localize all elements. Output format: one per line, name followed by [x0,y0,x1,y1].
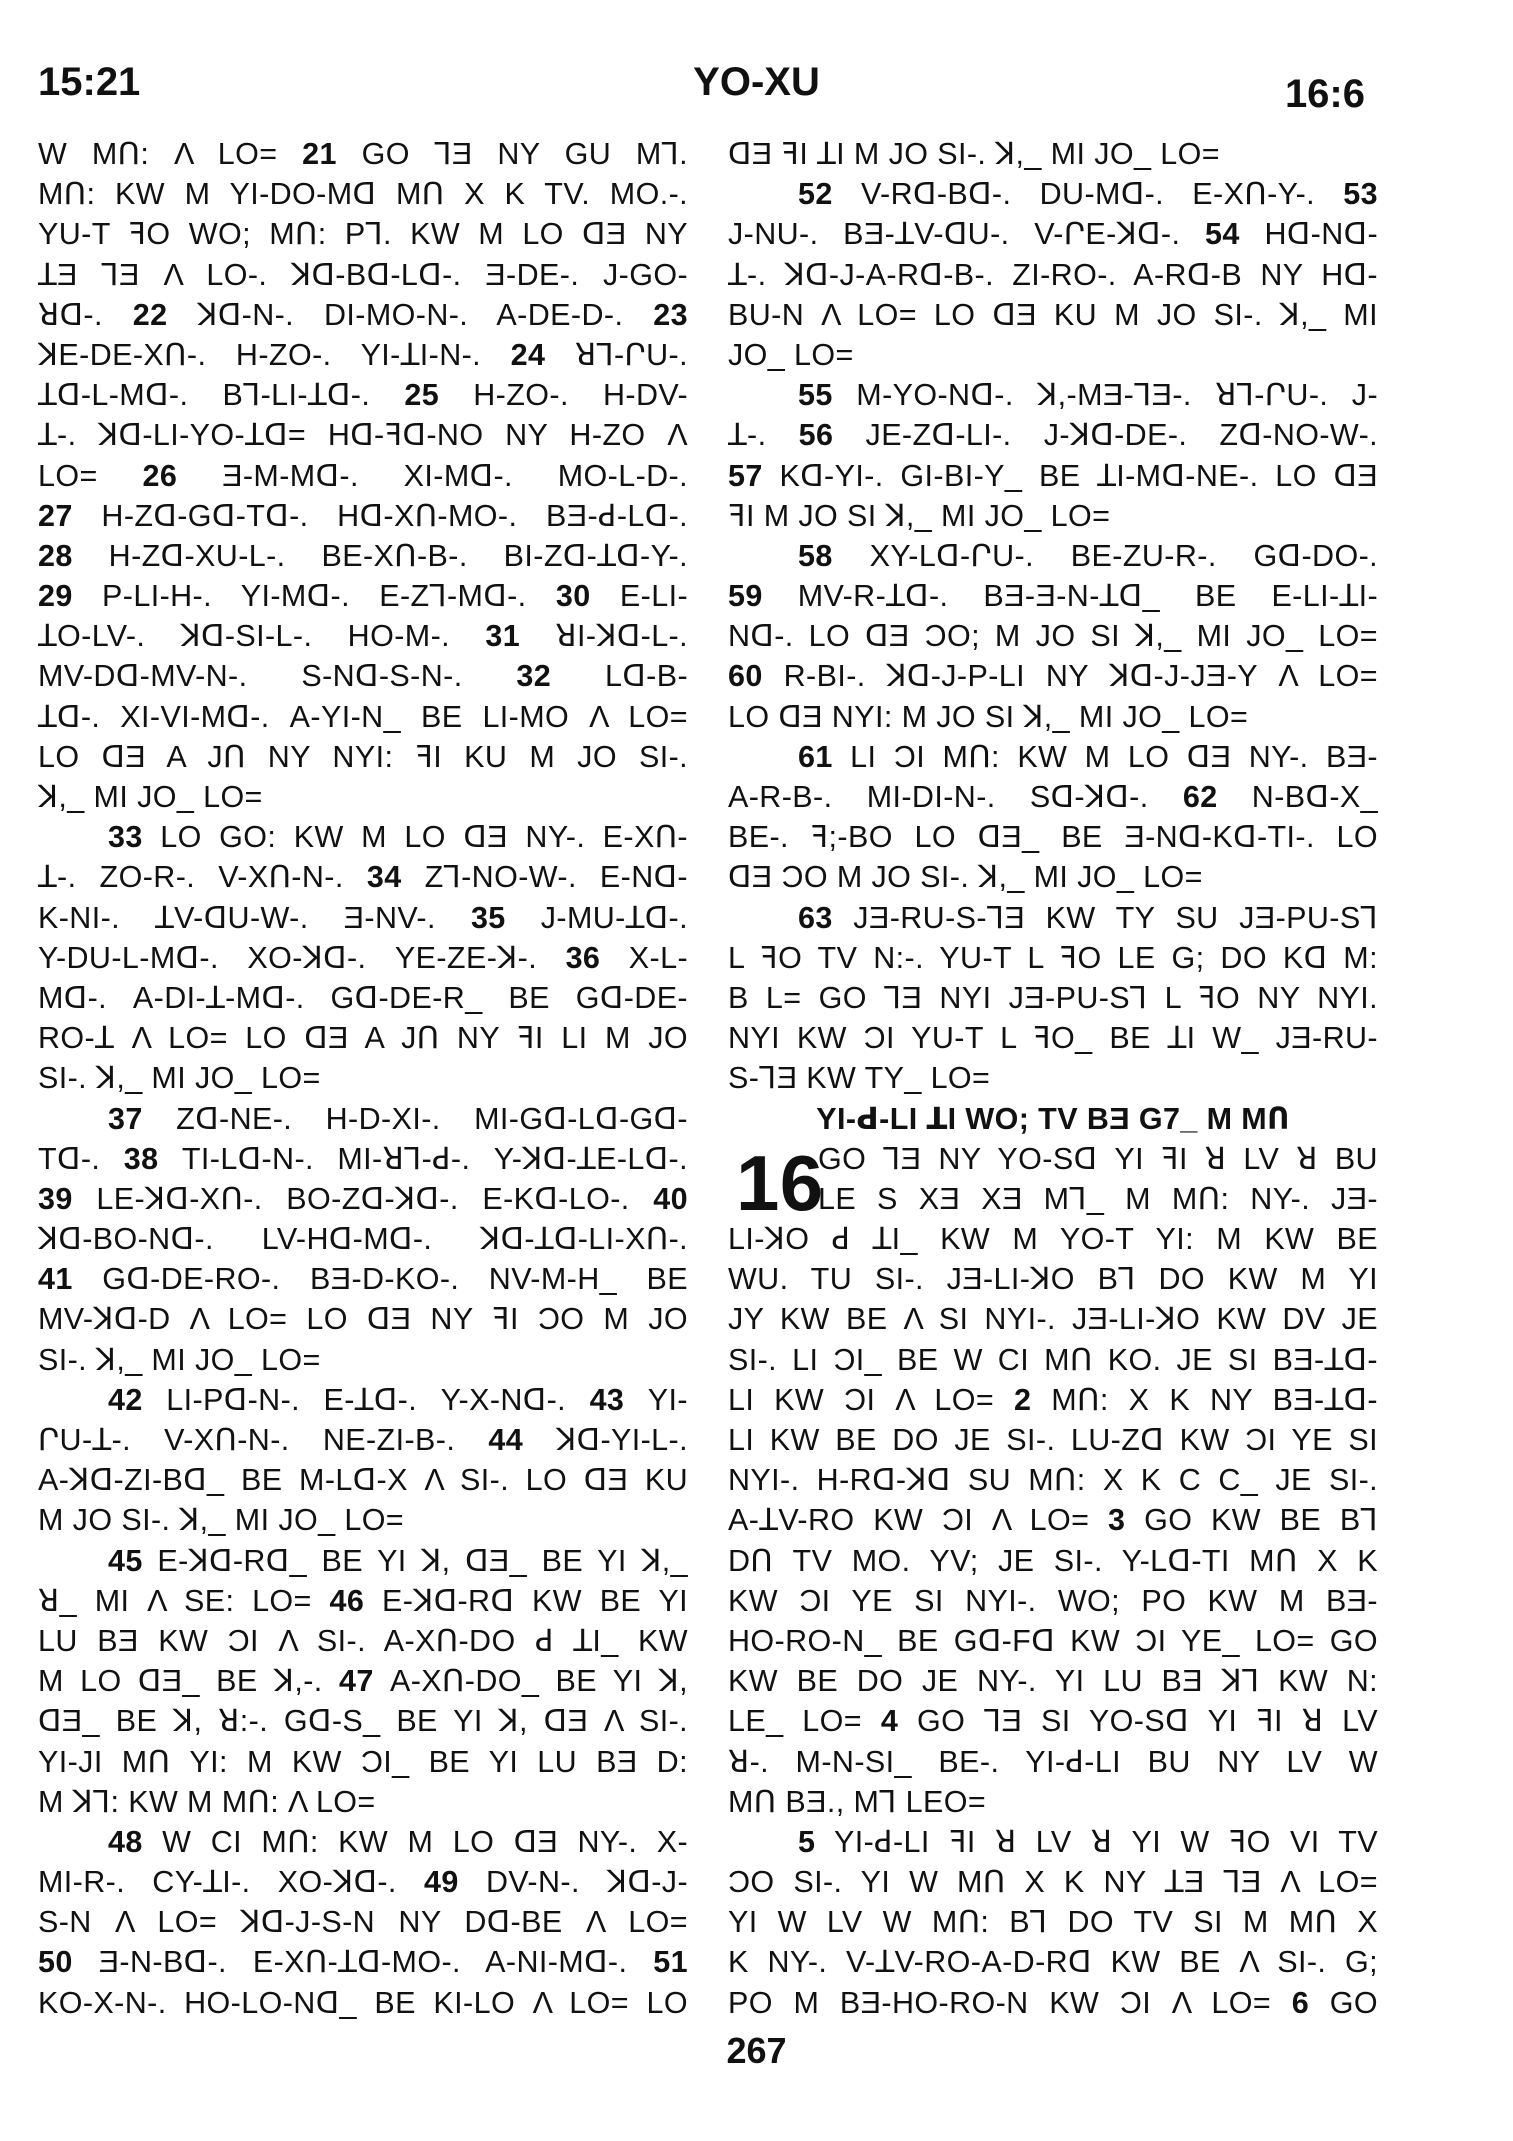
text-line: 33 LO GO: KW M LO ꓷƎ NY-. E-XՈ- [108,820,688,855]
text-line: ꓕꓷ-. XI-VI-Mꓷ-. A-YI-N_ BE LI-MO Λ LO= [38,699,688,734]
text-line: ꓕꓷ-L-Mꓷ-. Bꓶ-LI-ꓕꓷ-. 25 H-ZO-. H-DV- [38,378,688,413]
verse-number: 39 [38,1181,73,1216]
verse-number: 28 [38,538,73,573]
text-line: A-ꓕV-RO KW ƆI Λ LO= 3 GO KW BE Bꓶ [728,1503,1378,1538]
text-line: M ꓘꓶ: KW M MՈ: Λ LO= [38,1784,376,1819]
verse-number: 27 [38,498,73,533]
text-line: ꓤ-. M-N-SI_ BE-. YI-ꓒ-LI BU NY LV W [728,1744,1378,1779]
verse-number: 29 [38,579,73,614]
right-column-bottom [728,1219,1378,2023]
text-line: ꓘ,_ MI JO_ LO= [38,780,263,814]
text-line: Y-DU-L-Mꓷ-. XO-ꓘꓷ-. YE-ZE-ꓘ-. 36 X-L- [38,940,688,975]
text-line: ꓕ-. 56 JE-Zꓷ-LI-. J-ꓘꓷ-DE-. Zꓷ-NO-W-. [728,418,1378,453]
text-line: M JO SI-. ꓘ,_ MI JO_ LO= [38,1503,405,1538]
section-heading: YI-ꓒ-LI ꓕI WO; TV BƎ G7_ M MՈ [816,1101,1290,1136]
text-line: ꓕƎ ꓶƎ Λ LO-. ꓘꓷ-Bꓷ-Lꓷ-. Ǝ-DE-. J-GO- [38,257,688,292]
verse-number: 2 [1013,1382,1032,1417]
text-line: 55 M-YO-Nꓷ-. ꓘ,-MƎ-ꓶƎ-. ꓤꓶ-ՐU-. J- [798,378,1378,413]
verse-number: 47 [338,1664,374,1699]
verse-number: 34 [366,860,402,895]
text-line: NYI-. H-Rꓷ-ꓘꓷ SU MՈ: X K C C_ JE SI-. [728,1463,1378,1498]
text-line: KO-X-N-. HO-LO-Nꓷ_ BE KI-LO Λ LO= LO [38,1985,688,2020]
chapter-opening-lines [728,1139,1378,1219]
text-line: MՈ: KW M YI-DO-Mꓷ MՈ X K TV. MO.-. [38,177,688,212]
text-line: YU-T ꟻO WO; MՈ: Pꓶ. KW M LO ꓷƎ NY [38,217,688,252]
text-line: B L= GO ꓶƎ NYI JƎ-PU-Sꓶ L ꟻO NY NYI. [728,980,1378,1015]
verse-number: 31 [485,619,521,654]
text-line: MՈ BƎ., Mꓶ LEO= [728,1784,987,1819]
text-line: 63 JƎ-RU-S-ꓶƎ KW TY SU JƎ-PU-Sꓶ [798,900,1378,935]
text-line: DՈ TV MO. YV; JE SI-. Y-Lꓷ-TI MՈ X K [728,1543,1378,1578]
text-line: J-NU-. BƎ-ꓕV-ꓷU-. V-ՐE-ꓘꓷ-. 54 Hꓷ-Nꓷ- [728,217,1378,252]
verse-number: 57 [728,458,763,493]
right-column-top [728,134,1378,1099]
text-line: 45 E-ꓘꓷ-Rꓷ_ BE YI ꓘ, ꓷƎ_ BE YI ꓘ,_ [108,1543,688,1578]
text-line: 27 H-Zꓷ-Gꓷ-Tꓷ-. Hꓷ-XՈ-MO-. BƎ-ꓒ-Lꓷ-. [38,498,688,533]
verse-number: 33 [108,820,143,855]
text-line: W MՈ: Λ LO= 21 GO ꓶƎ NY GU Mꓶ. [38,137,688,171]
verse-number: 46 [329,1583,365,1618]
text-line: 48 W CI MՈ: KW M LO ꓷƎ NY-. X- [108,1824,688,1859]
verse-number: 3 [1108,1503,1126,1538]
text-line: Tꓷ-. 38 TI-Lꓷ-N-. MI-ꓤꓶ-ꓒ-. Y-ꓘꓷ-ꓕE-Lꓷ-. [38,1141,688,1176]
chapter-number: 16 [736,1138,824,1227]
text-line: S-N Λ LO= ꓘꓷ-J-S-N NY Dꓷ-BE Λ LO= [38,1905,688,1940]
verse-number: 58 [798,538,833,573]
verse-number: 21 [302,137,337,171]
text-line: K NY-. V-ꓕV-RO-A-D-Rꓷ KW BE Λ SI-. G; [728,1945,1378,1980]
verse-number: 6 [1291,1985,1310,2020]
left-column [38,134,688,2023]
verse-number: 55 [798,378,833,413]
book-title: YO-XU [693,60,820,104]
text-line: ꓷƎ_ BE ꓘ, ꓤ:-. Gꓷ-S_ BE YI ꓘ, ꓷƎ Λ SI-. [38,1704,688,1739]
text-line: ꟻI M JO SI ꓘ,_ MI JO_ LO= [728,498,1111,533]
chapter-start [728,1138,1378,1227]
text-line: JO_ LO= [728,337,854,372]
text-line: ƆO SI-. YI W MՈ X K NY ꓕƎ ꓶƎ Λ LO= [728,1865,1378,1900]
text-line: 41 Gꓷ-DE-RO-. BƎ-D-KO-. NV-M-H_ BE [38,1262,688,1297]
text-line: JY KW BE Λ SI NYI-. JƎ-LI-ꓘO KW DV JE [728,1302,1378,1337]
verse-number: 4 [880,1704,899,1739]
verse-number: 37 [108,1101,143,1136]
text-line: ꓕO-LV-. ꓘꓷ-SI-L-. HO-M-. 31 ꓤI-ꓘꓷ-L-. [38,619,688,654]
text-line: SI-. ꓘ,_ MI JO_ LO= [38,1061,321,1096]
text-line: A-R-B-. MI-DI-N-. Sꓷ-ꓘꓷ-. 62 N-Bꓷ-X_ [728,780,1378,814]
verse-number: 38 [123,1141,159,1176]
verse-number: 35 [470,900,506,935]
text-line: ꓘꓷ-BO-Nꓷ-. LV-Hꓷ-Mꓷ-. ꓘꓷ-ꓕꓷ-LI-XՈ-. [38,1222,688,1257]
text-line: LI KW ƆI Λ LO= 2 MՈ: X K NY BƎ-ꓕꓷ- [728,1382,1378,1417]
verse-number: 56 [798,418,834,453]
verse-number: 59 [728,579,763,614]
verse-number: 49 [424,1865,459,1900]
text-line: YI W LV W MՈ: Bꓶ DO TV SI M MՈ X [728,1905,1378,1940]
text-line: 59 MV-R-ꓕꓷ-. BƎ-Ǝ-N-ꓕꓷ_ BE E-LI-ꓕI- [728,579,1378,614]
text-line: L ꟻO TV N:-. YU-T L ꟻO LE G; DO Kꓷ M: [728,940,1378,975]
text-line: LE S XƎ XƎ Mꓶ_ M MՈ: NY-. JƎ- [818,1181,1378,1216]
verse-number: 44 [488,1423,524,1457]
verse-number: 26 [142,458,178,493]
text-line: S-ꓶƎ KW TY_ LO= [728,1061,991,1096]
text-line: PO M BƎ-HO-RO-N KW ƆI Λ LO= 6 GO [728,1985,1378,2020]
text-line: 60 R-BI-. ꓘꓷ-J-P-LI NY ꓘꓷ-J-JƎ-Y Λ LO= [728,659,1378,694]
text-line: HO-RO-N_ BE Gꓷ-Fꓷ KW ƆI YE_ LO= GO [728,1623,1378,1658]
chapter-verse-start: 15:21 [38,60,141,104]
text-line: BU-N Λ LO= LO ꓷƎ KU M JO SI-. ꓘ,_ MI [728,297,1378,332]
text-line: KW BE DO JE NY-. YI LU BƎ ꓘꓶ KW N: [728,1664,1378,1699]
verse-number: 61 [798,739,833,774]
text-line: WU. TU SI-. JƎ-LI-ꓘO Bꓶ DO KW M YI [728,1262,1378,1297]
text-line: 61 LI ƆI MՈ: KW M LO ꓷƎ NY-. BƎ- [798,739,1378,774]
text-line: ՐU-ꓕ-. V-XՈ-N-. NE-ZI-B-. 44 ꓘꓷ-YI-L-. [38,1423,688,1457]
verse-number: 5 [798,1824,816,1859]
text-line: ꓕ-. ꓘꓷ-J-A-Rꓷ-B-. ZI-RO-. A-Rꓷ-B NY Hꓷ- [728,257,1378,292]
text-line: ꓘE-DE-XՈ-. H-ZO-. YI-ꓕI-N-. 24 ꓤꓶ-ՐU-. [38,337,688,372]
text-line: LE_ LO= 4 GO ꓶƎ SI YO-Sꓷ YI ꟻI ꓤ LV [728,1704,1378,1739]
verse-number: 45 [108,1543,143,1578]
text-line: ꓕ-. ꓘꓷ-LI-YO-ꓕꓷ= Hꓷ-ꟻꓷ-NO NY H-ZO Λ [38,418,688,453]
text-line: RO-ꓕ Λ LO= LO ꓷƎ A JՈ NY ꟻI LI M JO [38,1021,688,1056]
text-line: BE-. ꟻ;-BO LO ꓷƎ_ BE Ǝ-Nꓷ-Kꓷ-TI-. LO [728,820,1378,855]
text-line: MV-Dꓷ-MV-N-. S-Nꓷ-S-N-. 32 Lꓷ-B- [38,659,688,694]
text-line: 57 Kꓷ-YI-. GI-BI-Y_ BE ꓕI-Mꓷ-NE-. LO ꓷƎ [728,458,1378,493]
text-line: KW ƆI YE SI NYI-. WO; PO KW M BƎ- [728,1583,1378,1618]
text-line: A-ꓘꓷ-ZI-Bꓷ_ BE M-Lꓷ-X Λ SI-. LO ꓷƎ KU [38,1463,688,1498]
verse-number: 22 [132,297,168,332]
verse-number: 36 [565,940,601,975]
text-line: 5 YI-ꓒ-LI ꟻI ꓤ LV ꓤ YI W ꟻO VI TV [798,1824,1378,1859]
text-line: LU BƎ KW ƆI Λ SI-. A-XՈ-DO ꓒ ꓕI_ KW [38,1623,688,1658]
verse-number: 50 [38,1945,73,1980]
text-line: 52 V-Rꓷ-Bꓷ-. DU-Mꓷ-. E-XՈ-Y-. 53 [798,177,1378,212]
verse-number: 41 [38,1262,73,1297]
text-line: 39 LE-ꓘꓷ-XՈ-. BO-Zꓷ-ꓘꓷ-. E-Kꓷ-LO-. 40 [38,1181,688,1216]
text-line: LO ꓷƎ A JՈ NY NYI: ꟻI KU M JO SI-. [38,739,688,774]
verse-number: 63 [798,900,833,935]
text-line: 29 P-LI-H-. YI-Mꓷ-. E-Zꓶ-Mꓷ-. 30 E-LI- [38,579,688,614]
text-line: ꓷƎ ꟻI ꓕI M JO SI-. ꓘ,_ MI JO_ LO= [728,137,1220,171]
text-line: ꓤ_ MI Λ SE: LO= 46 E-ꓘꓷ-Rꓷ KW BE YI [38,1583,688,1618]
text-line: Nꓷ-. LO ꓷƎ ƆO; M JO SI ꓘ,_ MI JO_ LO= [728,619,1378,654]
text-line: 42 LI-Pꓷ-N-. E-ꓕꓷ-. Y-X-Nꓷ-. 43 YI- [108,1382,688,1417]
text-line: LI-ꓘO ꓒ ꓕI_ KW M YO-T YI: M KW BE [728,1222,1378,1257]
verse-number: 62 [1182,780,1218,814]
text-line: SI-. ꓘ,_ MI JO_ LO= [38,1342,321,1377]
text-line: LO= 26 Ǝ-M-Mꓷ-. XI-Mꓷ-. MO-L-D-. [38,458,688,493]
text-line: ꓷƎ ƆO M JO SI-. ꓘ,_ MI JO_ LO= [728,860,1203,895]
text-line: ꓤꓷ-. 22 ꓘꓷ-N-. DI-MO-N-. A-DE-D-. 23 [38,297,688,332]
text-line: 28 H-Zꓷ-XU-L-. BE-XՈ-B-. BI-Zꓷ-ꓕꓷ-Y-. [38,538,688,573]
text-line: M LO ꓷƎ_ BE ꓘ,-. 47 A-XՈ-DO_ BE YI ꓘ, [38,1664,688,1699]
verse-number: 53 [1343,177,1378,212]
verse-number: 32 [516,659,552,694]
text-line: LI KW BE DO JE SI-. LU-Zꓷ KW ƆI YE SI [728,1423,1378,1457]
verse-number: 24 [510,337,546,372]
verse-number: 43 [589,1382,625,1417]
text-line: YI-JI MՈ YI: M KW ƆI_ BE YI LU BƎ D: [38,1744,688,1779]
chapter-verse-end: 16:6 [1284,72,1365,116]
text-line: MV-ꓘꓷ-D Λ LO= LO ꓷƎ NY ꟻI ƆO M JO [38,1302,688,1337]
text-line: SI-. LI ƆI_ BE W CI MՈ KO. JE SI BƎ-ꓕꓷ- [728,1342,1378,1377]
verse-number: 48 [108,1824,143,1859]
text-line: MI-R-. CY-ꓕI-. XO-ꓘꓷ-. 49 DV-N-. ꓘꓷ-J- [38,1865,688,1900]
text-line: GO ꓶƎ NY YO-Sꓷ YI ꟻI ꓤ LV ꓤ BU [818,1141,1378,1176]
verse-number: 60 [728,659,763,694]
text-line: LO ꓷƎ NYI: M JO SI ꓘ,_ MI JO_ LO= [728,699,1249,734]
text-line: Mꓷ-. A-DI-ꓕ-Mꓷ-. Gꓷ-DE-R_ BE Gꓷ-DE- [38,980,688,1015]
text-line: 58 XY-Lꓷ-ՐU-. BE-ZU-R-. Gꓷ-DO-. [798,538,1378,573]
right-column [728,134,1378,2023]
verse-number: 42 [108,1382,143,1417]
verse-number: 30 [555,579,591,614]
text-line: 37 Zꓷ-NE-. H-D-XI-. MI-Gꓷ-Lꓷ-Gꓷ- [108,1101,688,1136]
verse-number: 23 [653,297,688,332]
text-line: K-NI-. ꓕV-ꓷU-W-. Ǝ-NV-. 35 J-MU-ꓕꓷ-. [38,900,688,935]
verse-number: 52 [798,177,833,212]
text-line: ꓕ-. ZO-R-. V-XՈ-N-. 34 Zꓶ-NO-W-. E-Nꓷ- [38,860,688,895]
text-line: NYI KW ƆI YU-T L ꟻO_ BE ꓕI W_ JƎ-RU- [728,1021,1378,1056]
verse-number: 51 [653,1945,688,1980]
text-line: 50 Ǝ-N-Bꓷ-. E-XՈ-ꓕꓷ-MO-. A-NI-Mꓷ-. 51 [38,1945,688,1980]
page-number: 267 [726,2030,787,2071]
verse-number: 25 [404,378,440,413]
verse-number: 40 [653,1181,688,1216]
verse-number: 54 [1205,217,1240,252]
